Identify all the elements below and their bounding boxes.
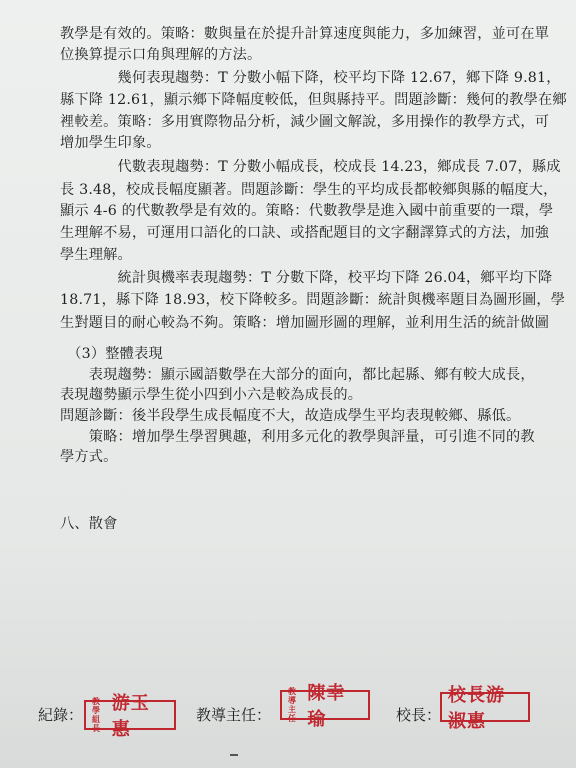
text-line: 表現趨勢：顯示國語數學在大部分的面向，都比起縣、鄉有較大成長， (60, 367, 535, 383)
text-line: 生理解不易，可運用口語化的口訣、或搭配題目的文字翻譯算式的方法，加強 (60, 225, 550, 241)
text-line: 統計與機率表現趨勢：T 分數下降，校平均下降 26.04，鄉平均下降 (60, 270, 553, 286)
text-line: 問題診斷：後半段學生成長幅度不大，故造成學生平均表現較鄉、縣低。 (60, 408, 521, 424)
recorder-label: 紀錄： (38, 706, 84, 724)
director-label: 教導主任： (196, 706, 272, 724)
text-line: 學方式。 (60, 449, 118, 465)
text-line: 裡較差。策略：多用實際物品分析，減少圖文解說，多用操作的教學方式，可 (60, 114, 550, 130)
director-seal: 教導 主任 陳幸瑜 (280, 690, 370, 720)
principal-label: 校長： (396, 706, 442, 724)
principal-seal: 校長游淑惠 (440, 692, 530, 722)
text-line: 顯示 4-6 的代數教學是有效的。策略：代數教學是進入國中前重要的一環，學 (60, 203, 554, 219)
text-line: 表現趨勢顯示學生從小四到小六是較為成長的。 (60, 387, 363, 403)
recorder-seal: 教學 組長 游玉惠 (84, 700, 176, 730)
text-line: 代數表現趨勢：T 分數小幅成長，校成長 14.23，鄉成長 7.07，縣成 (60, 159, 561, 175)
text-line: 增加學生印象。 (60, 135, 161, 151)
text-line: 縣下降 12.61，顯示鄉下降幅度較低，但與縣持平。問題診斷：幾何的教學在鄉 (60, 92, 567, 108)
text-line: 長 3.48，校成長幅度顯著。問題診斷：學生的平均成長都較鄉與縣的幅度大， (60, 182, 558, 198)
text-line: 位換算提示口角與理解的方法。 (60, 47, 262, 63)
text-line: 生對題目的耐心較為不夠。策略：增加圖形圖的理解，並利用生活的統計做圖 (60, 315, 550, 331)
text-line: 18.71，縣下降 18.93，校下降較多。問題診斷：統計與機率題目為圖形圖，學 (60, 292, 566, 308)
text-line: 策略：增加學生學習興趣，利用多元化的教學與評量，可引進不同的教 (60, 429, 535, 445)
text-line: 教學是有效的。策略：數與量在於提升計算速度與能力，多加練習，並可在單 (60, 26, 550, 42)
section-heading: （3）整體表現 (60, 346, 163, 362)
text-line: 學生理解。 (60, 247, 132, 263)
page-mark (230, 754, 238, 756)
text-line: 幾何表現趨勢：T 分數小幅下降，校平均下降 12.67，鄉下降 9.81， (60, 70, 561, 86)
section-heading: 八、散會 (60, 516, 118, 532)
